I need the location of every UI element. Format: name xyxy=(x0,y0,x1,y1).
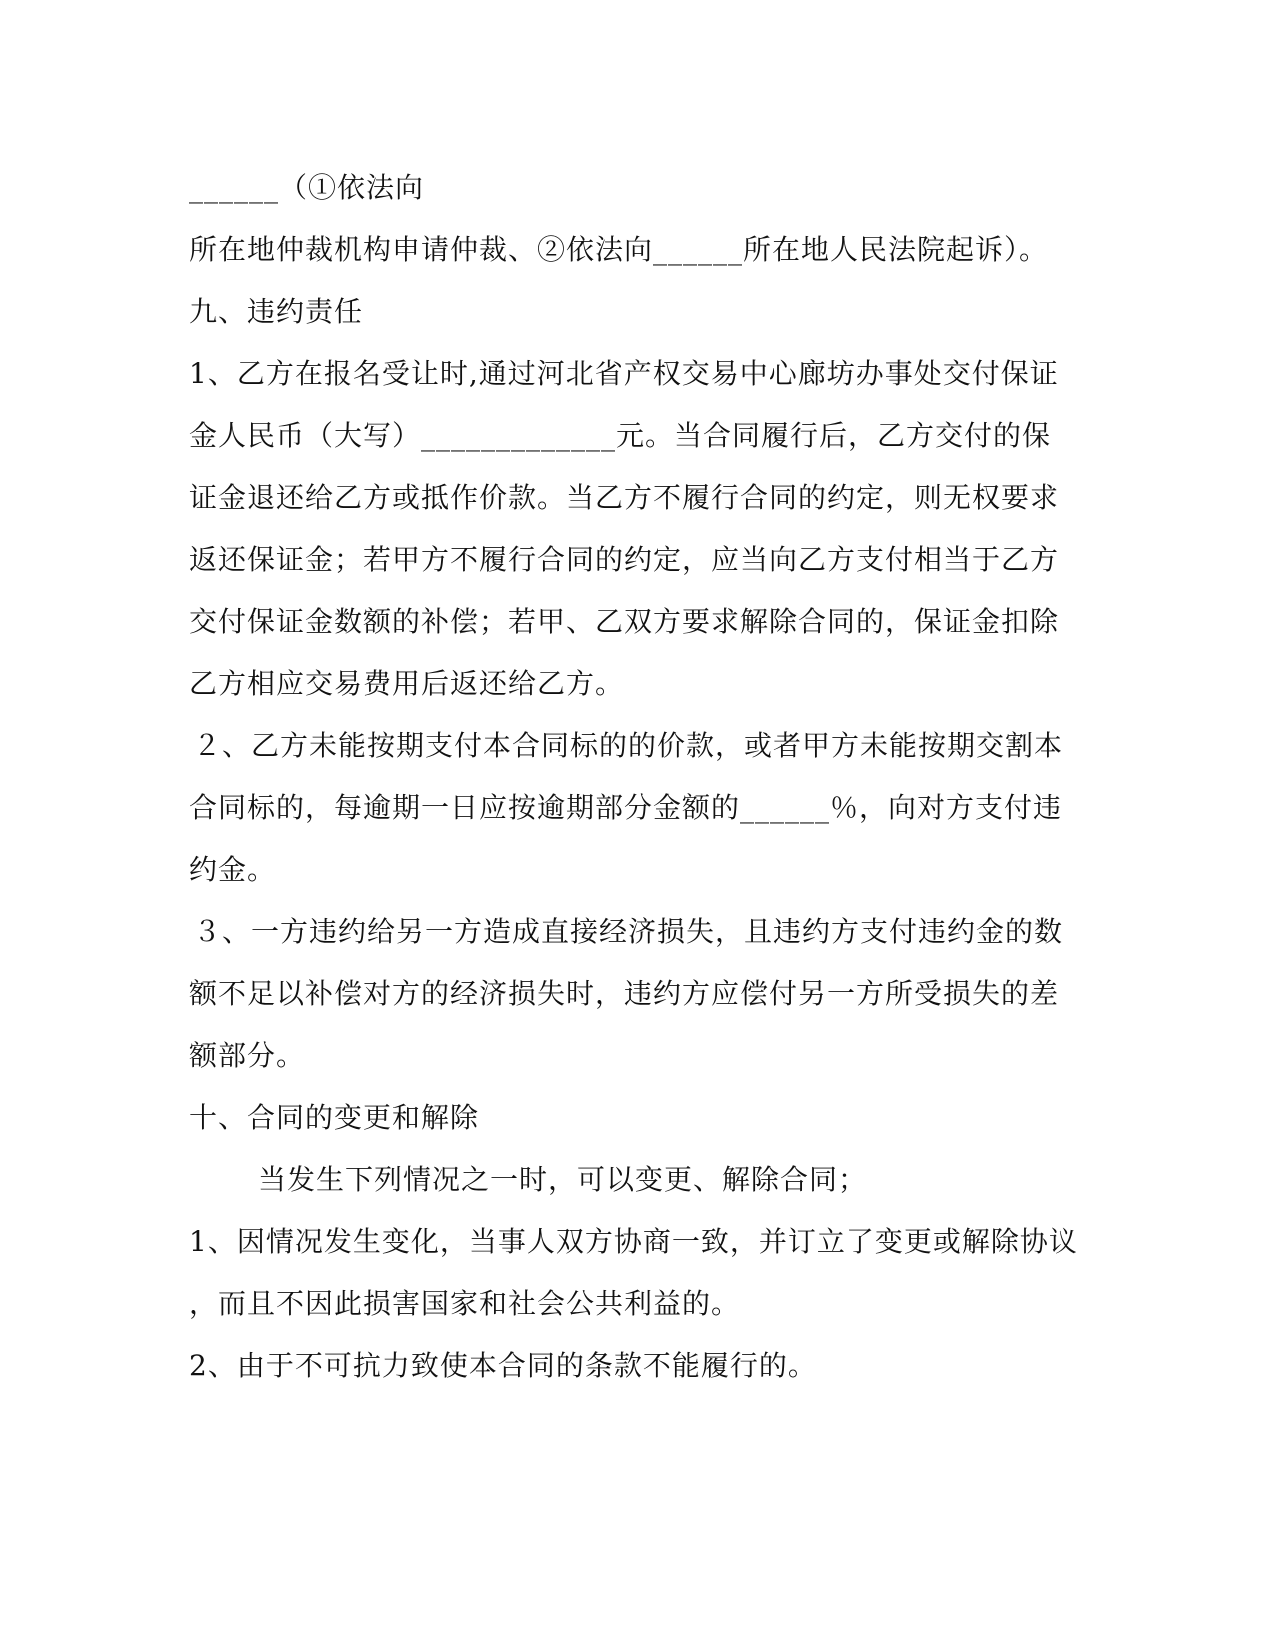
liability-item-1-line-3: 证金退还给乙方或抵作价款。当乙方不履行合同的约定，则无权要求 xyxy=(189,481,1060,514)
section-heading-liability: 九、违约责任 xyxy=(189,295,364,328)
liability-item-2-line-3: 约金。 xyxy=(189,853,277,886)
arbitration-clause-line: 所在地仲裁机构申请仲裁、②依法向______所在地人民法院起诉）。 xyxy=(189,233,1049,266)
arbitration-clause-continued: ______（①依法向 xyxy=(189,171,425,204)
section-heading-amendment: 十、合同的变更和解除 xyxy=(189,1101,480,1134)
liability-item-1-line-6: 乙方相应交易费用后返还给乙方。 xyxy=(189,667,625,700)
amendment-item-2: 2、由于不可抗力致使本合同的条款不能履行的。 xyxy=(189,1349,817,1382)
liability-item-1-line-1: 1、乙方在报名受让时,通过河北省产权交易中心廊坊办事处交付保证 xyxy=(189,357,1059,390)
amendment-item-1-line-2: ，而且不因此损害国家和社会公共利益的。 xyxy=(189,1287,741,1320)
amendment-item-1-line-1: 1、因情况发生变化，当事人双方协商一致，并订立了变更或解除协议 xyxy=(189,1225,1078,1258)
amendment-intro: 当发生下列情况之一时，可以变更、解除合同； xyxy=(258,1163,868,1196)
liability-item-3-line-1: ３、一方违约给另一方造成直接经济损失，且违约方支付违约金的数 xyxy=(193,915,1064,948)
liability-item-3-line-2: 额不足以补偿对方的经济损失时，违约方应偿付另一方所受损失的差 xyxy=(189,977,1060,1010)
liability-item-1-line-2: 金人民币（大写）_____________元。当合同履行后，乙方交付的保 xyxy=(189,419,1052,452)
liability-item-1-line-4: 返还保证金；若甲方不履行合同的约定，应当向乙方支付相当于乙方 xyxy=(189,543,1060,576)
liability-item-3-line-3: 额部分。 xyxy=(189,1039,306,1072)
liability-item-2-line-2: 合同标的，每逾期一日应按逾期部分金额的______％，向对方支付违 xyxy=(189,791,1063,824)
liability-item-2-line-1: ２、乙方未能按期支付本合同标的的价款，或者甲方未能按期交割本 xyxy=(193,729,1064,762)
liability-item-1-line-5: 交付保证金数额的补偿；若甲、乙双方要求解除合同的，保证金扣除 xyxy=(189,605,1060,638)
